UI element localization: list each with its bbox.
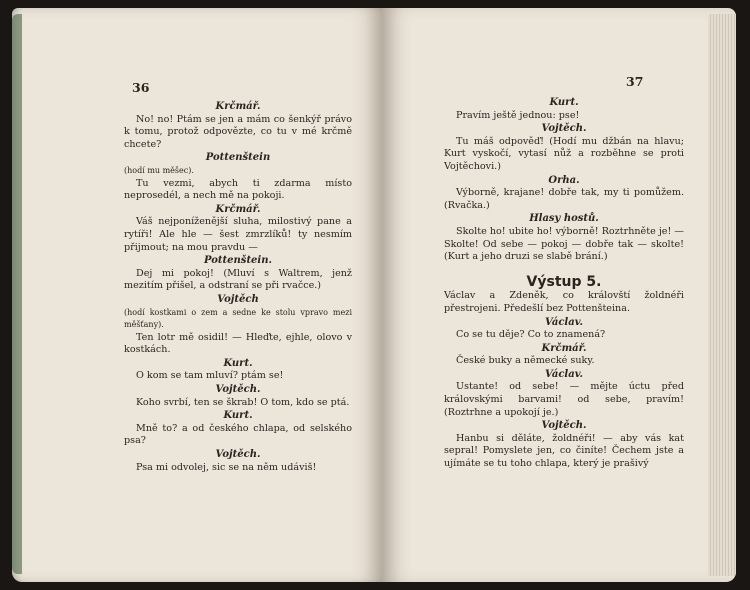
stage-direction: (hodí kostkami o zem a sedne ke stolu vpravo mezi měšťany). <box>124 307 352 330</box>
page-number-right: 37 <box>626 74 644 89</box>
speaker-name: Kurt. <box>549 97 579 108</box>
scene-heading: Výstup 5. <box>526 273 602 290</box>
speaker-name: Pottenštein <box>205 152 271 164</box>
dialogue-line: Psa mi odvolej, sic se na něm udáviš! <box>136 461 317 473</box>
right-page <box>382 8 736 582</box>
scene-characters: Václav a Zdeněk, co královští žoldnéři přestrojeni. Předešlí bez Pottenšteina. <box>444 290 684 314</box>
speaker-name: Vojtěch. <box>215 384 261 396</box>
dialogue-line: Ustante! od sebe! — mějte úctu před královskými barvami! od sebe, pravím! (Roztrhne a upokojí je.) <box>444 381 684 418</box>
page-number-left: 36 <box>132 80 150 95</box>
dialogue-line: Hanbu si děláte, žoldnéři! — aby vás kat sepral! Pomyslete jen, co činíte! Čechem jste a ujímáte se tu toho chlapa, který je prašivý <box>444 432 684 470</box>
dialogue-line: Skolte ho! ubite ho! výborně! Roztrhněte je! — Skolte! Od sebe — pokoj — dobře tak — skolte! (Kurt a jeho druzi se slabě brání.) <box>444 225 684 263</box>
speaker-name: Pottenštein. <box>204 255 272 267</box>
dialogue-line: České buky a německé suky. <box>456 355 595 367</box>
speaker-name: Vojtěch <box>217 293 259 305</box>
dialogue-line: Koho svrbí, ten se škrab! O tom, kdo se ptá. <box>136 396 350 408</box>
dialogue-line: Tu máš odpověď! (Hodí mu džbán na hlavu; Kurt vyskočí, vytasí nůž a rozběhne se proti Vojtěchovi.) <box>444 135 684 172</box>
speaker-name: Vojtěch. <box>215 449 261 461</box>
speaker-name: Kurt. <box>223 357 253 369</box>
stage-direction: (hodí mu měšec). <box>124 165 194 175</box>
speaker-name: Krčmář. <box>215 101 261 112</box>
speaker-name: Václav. <box>545 316 583 328</box>
page-edge-green <box>12 14 22 574</box>
speaker-name: Vojtěch. <box>541 420 587 432</box>
dialogue-line: Váš nejponíženější sluha, milostivý pane a rytíři! Ale hle — šest zmrzlíků! ty nesmím přijmout; na mou pravdu — <box>124 216 352 253</box>
dialogue-line: Pravím ještě jednou: pse! <box>456 109 580 121</box>
speaker-name: Kurt. <box>223 410 253 422</box>
left-page <box>12 8 382 582</box>
dialogue-line: Dej mi pokoj! (Mluví s Waltrem, jenž mezitím přišel, a odstraní se při rvačce.) <box>124 267 352 292</box>
dialogue-line: Ten lotr mě osidil! — Hleďte, ejhle, olovo v kostkách. <box>124 331 352 356</box>
dialogue-line: Mně to? a od českého chlapa, od selského psa? <box>124 422 352 447</box>
speaker-name: Vojtěch. <box>541 123 587 135</box>
open-book <box>8 8 738 582</box>
right-page-text <box>444 96 684 471</box>
speaker-name: Václav. <box>545 368 583 380</box>
speaker-name: Krčmář. <box>215 203 261 215</box>
dialogue-line: Tu vezmi, abych ti zdarma místo neprosedél, a nech mě na pokoji. <box>124 177 352 202</box>
dialogue-line: Co se tu děje? Co to znamená? <box>456 329 606 341</box>
dialogue-line: No! no! Ptám se jen a mám co šenkýř právo k tomu, protož odpovězte, co tu v mé krčmě chcete? <box>124 113 352 150</box>
dialogue-line: Výborně, krajane! dobře tak, my ti pomůžem. (Rvačka.) <box>444 187 684 211</box>
speaker-name: Orha. <box>548 174 580 186</box>
dialogue-line: O kom se tam mluví? ptám se! <box>136 370 284 382</box>
speaker-name: Hlasy hostů. <box>529 213 599 225</box>
left-page-text <box>124 100 352 474</box>
page-stack-edge <box>708 14 736 576</box>
speaker-name: Krčmář. <box>541 342 587 354</box>
